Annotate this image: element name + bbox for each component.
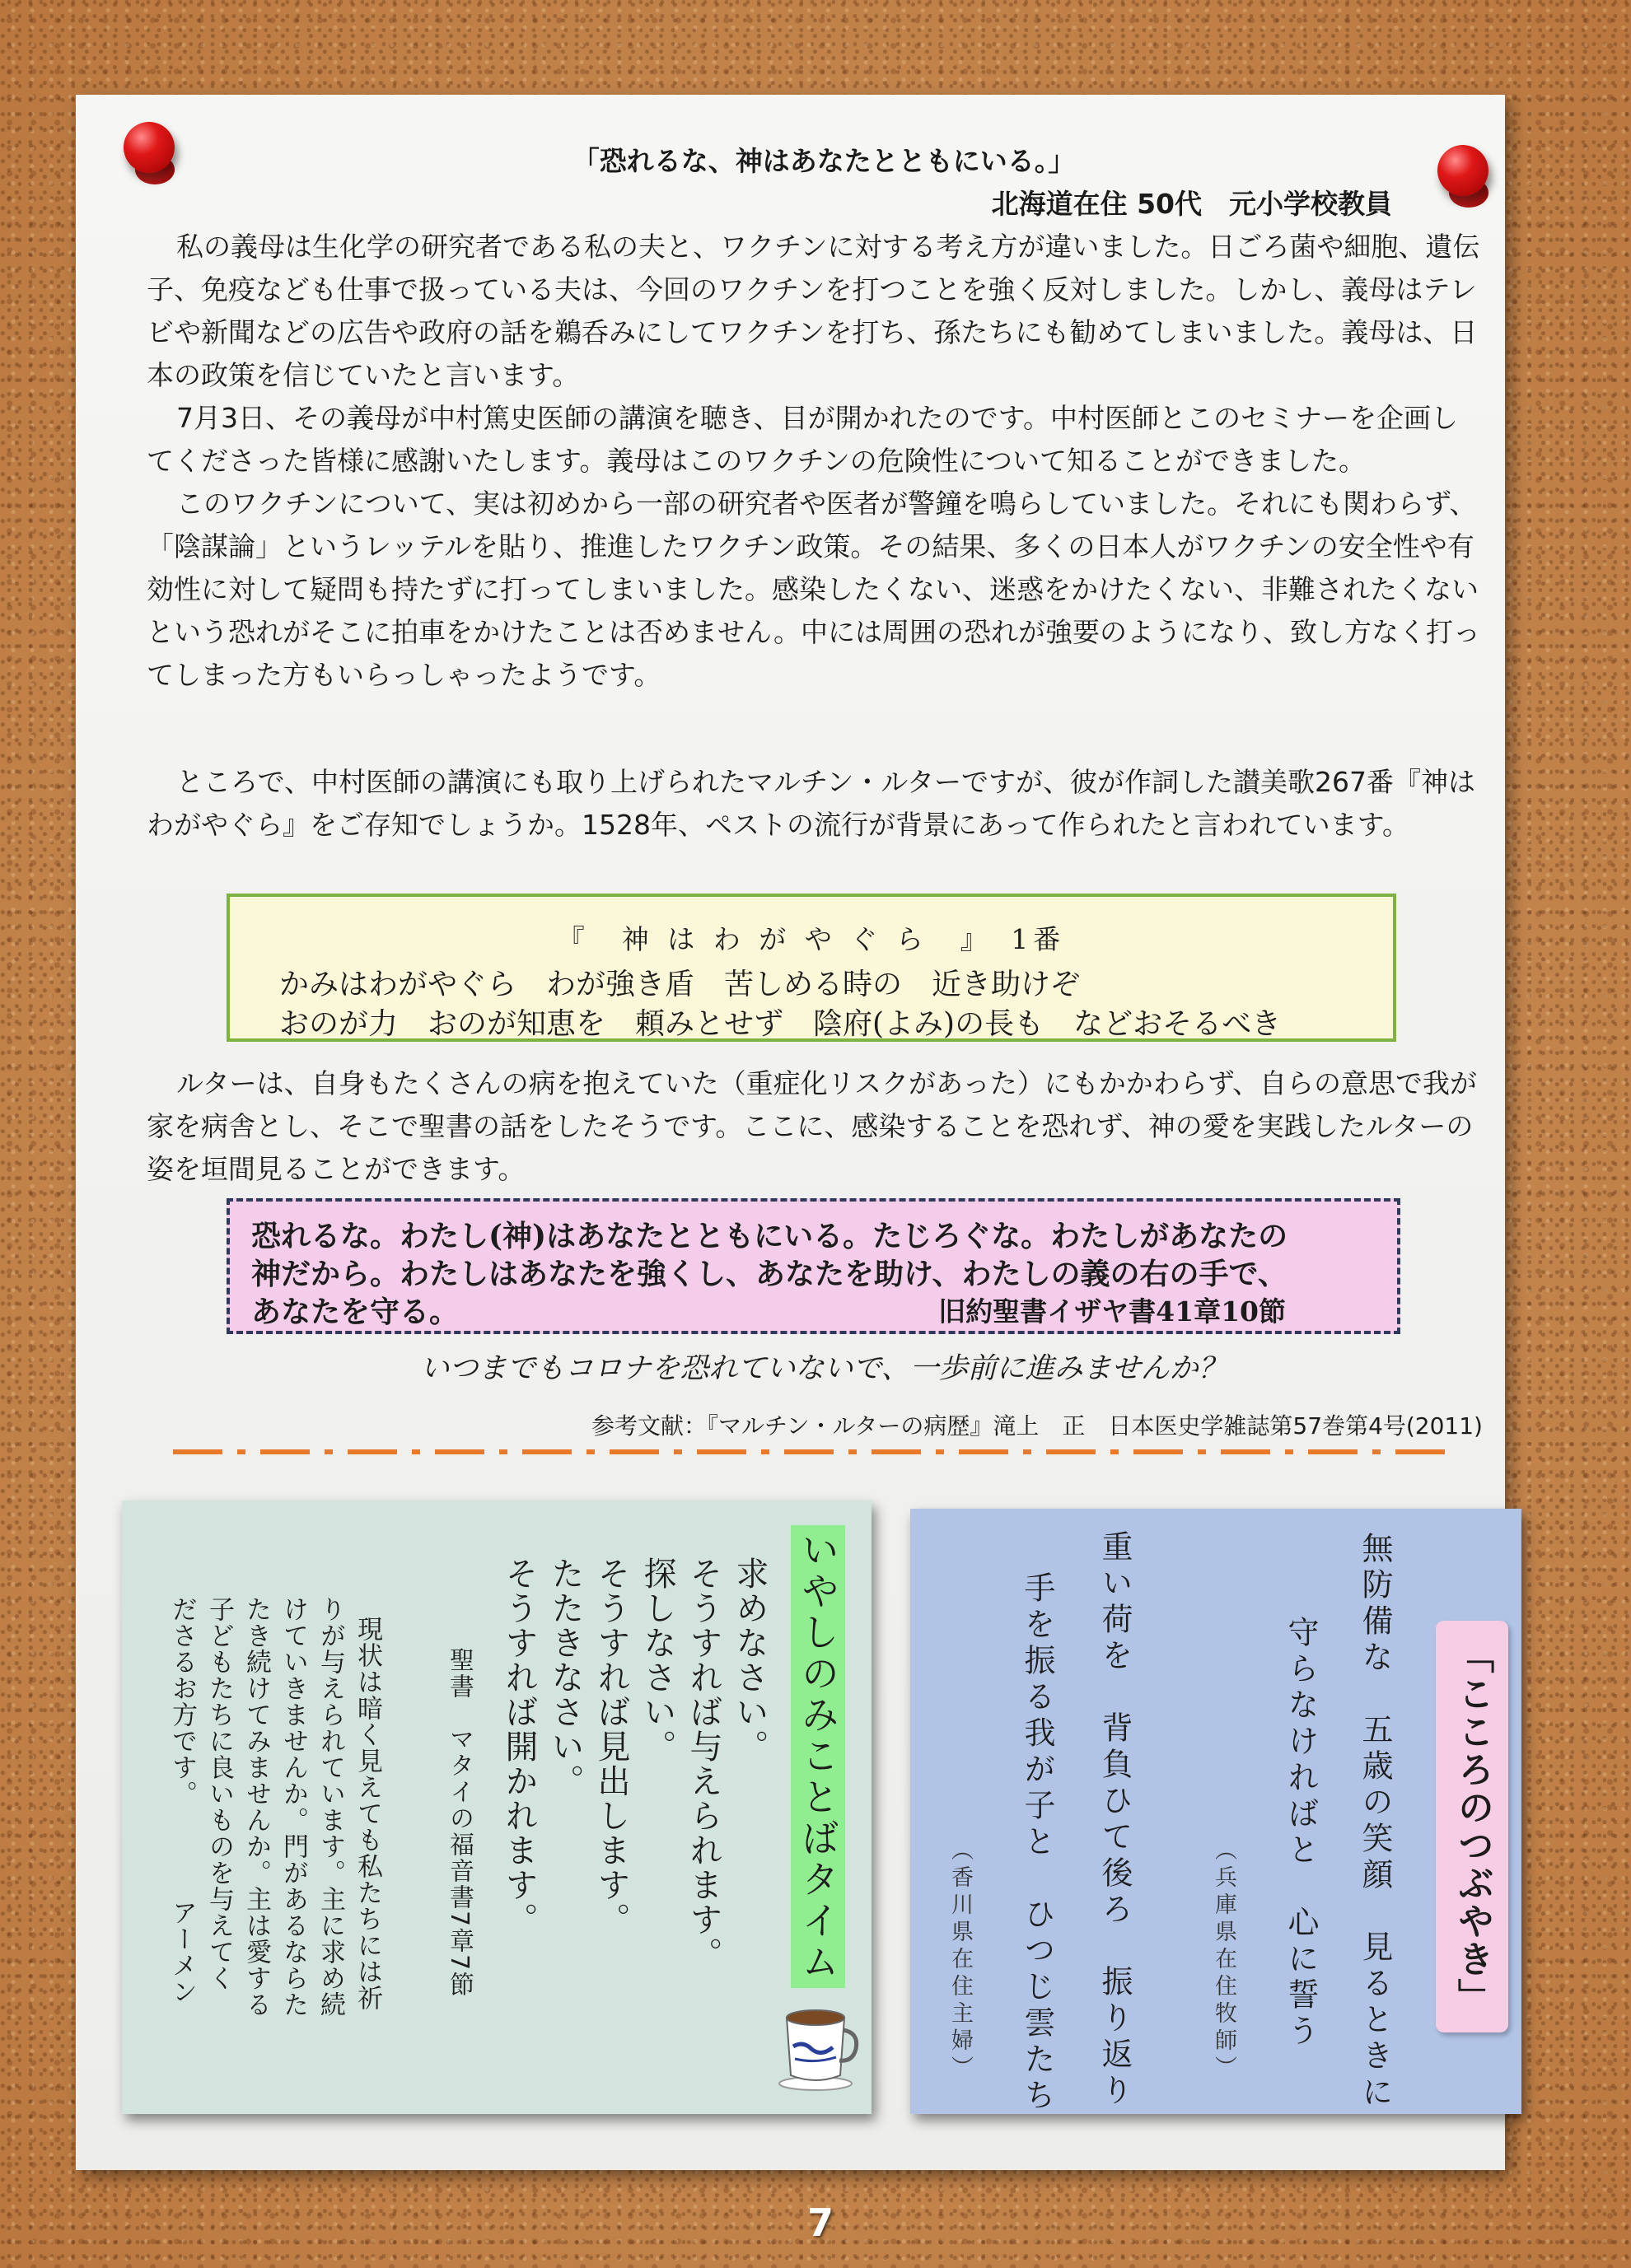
paragraph: ルターは、自身もたくさんの病を抱えていた（重症化リスクがあった）にもかかわらず、自らの意思で我が家を病舎とし、そこで聖書の話をしたそうです。ここに、感染することを恐れず、神の愛を実践したルターの姿を垣間見ることができます。	[147, 1067, 1478, 1185]
poem-line: 重い荷を 背負ひて後ろ 振り返り	[1096, 1530, 1133, 2110]
reference-citation: 参考文献：『マルチン・ルターの病歴』滝上 正 日本医史学雑誌第57巻第4号(2011)	[591, 1412, 1483, 1440]
iyashi-line: 求めなさい。	[731, 1556, 769, 1764]
tsubuyaki-title: 「こころのつぶやき」	[1436, 1621, 1508, 2032]
paragraph: ところで、中村医師の講演にも取り上げられたマルチン・ルターですが、彼が作詞した讃美歌267番『神はわがやぐら』をご存知でしょうか。1528年、ペストの流行が背景にあって作られたと言われています。	[147, 766, 1476, 841]
hymn-line: かみはわがやぐら わが強き盾 苦しめる時の 近き助けぞ	[279, 968, 1081, 1001]
poem-author: （兵庫県在住牧師）	[1211, 1838, 1236, 2083]
iyashi-title: いやしのみことばタイム	[791, 1525, 845, 1988]
paragraph: 私の義母は生化学の研究者である私の夫と、ワクチンに対する考え方が違いました。日ごろ菌や細胞、遺伝子、免疫なども仕事で扱っている夫は、今回のワクチンを打つことを強く反対しました。しかし、義母はテレビや新聞などの広告や政府の話を鵜呑みにしてワクチンを打ち、孫たちにも勧めてしまいました。義母は、日本の政策を信じていたと言います。	[147, 231, 1480, 391]
paragraph: 7月3日、その義母が中村篤史医師の講演を聴き、目が開かれたのです。中村医師とこのセミナーを企画してくださった皆様に感謝いたします。義母はこのワクチンの危険性について知ることができました。	[147, 402, 1459, 477]
article-title: 「恐れるな、神はあなたとともにいる。」	[572, 145, 1076, 177]
appeal-line: いつまでもコロナを恐れていないで、一歩前に進みませんか？	[420, 1352, 1227, 1385]
comment-line: けていきませんか。門があるならた	[278, 1596, 308, 2018]
verse-reference: 旧約聖書イザヤ書41章10節	[938, 1295, 1286, 1328]
iyashi-line: そうすれば与えられます。	[685, 1556, 722, 1972]
coffee-cup-icon	[778, 2001, 861, 2092]
paragraph: このワクチンについて、実は初めから一部の研究者や医者が警鐘を鳴らしていました。それにも関わらず、「陰謀論」というレッテルを貼り、推進したワクチン政策。その結果、多くの日本人がワクチンの安全性や有効性に対して疑問も持たずに打ってしまいました。感染したくない、迷惑をかけたくない、非難されたくないという恐れがそこに拍車をかけたことは否めません。中には周囲の恐れが強要のようになり、致し方なく打ってしまった方もいらっしゃったようです。	[147, 488, 1480, 691]
hymn-line: おのが力 おのが知恵を 頼みとせず 陰府(よみ)の長も などおそるべき	[279, 1007, 1282, 1041]
scripture-reference: 聖書 マタイの福音書7章7節	[445, 1647, 474, 1999]
article-body-3	[147, 1062, 1481, 1191]
poem-author: （香川県在住主婦）	[947, 1838, 973, 2083]
comment-line: 現状は暗く見えても私たちには祈	[353, 1616, 382, 2011]
iyashi-line: たたきなさい。	[546, 1556, 584, 1799]
poem-line: 手を振る我が子と ひつじ雲たち	[1019, 1571, 1055, 2115]
poem-line: 無防備な 五歳の笑顔 見るときに	[1357, 1532, 1393, 2112]
article-body-2	[147, 761, 1481, 847]
page-number: 7	[806, 2200, 834, 2245]
hymn-box	[227, 894, 1396, 1042]
verse-line: あなたを守る。	[251, 1295, 460, 1329]
article-author: 北海道在住 50代 元小学校教員	[991, 188, 1392, 220]
iyashi-line: 探しなさい。	[638, 1556, 676, 1764]
poem-line: 守らなければと 心に誓う	[1283, 1616, 1319, 2051]
comment-line: ださるお方です。 アーメン	[167, 1596, 197, 2005]
verse-line: 恐れるな。わたし(神)はあなたとともにいる。たじろぐな。わたしがあなたの	[251, 1219, 1288, 1253]
iyashi-line: そうすれば見出します。	[592, 1556, 630, 1937]
article-body-1	[147, 226, 1481, 697]
verse-line: 神だから。わたしはあなたを強くし、あなたを助け、わたしの義の右の手で、	[251, 1257, 1288, 1291]
bible-verse-box	[227, 1198, 1400, 1334]
comment-line: りが与えられています。主に求め続	[315, 1596, 345, 2018]
iyashi-line: そうすれば開かれます。	[500, 1556, 538, 1937]
comment-line: たき続けてみませんか。主は愛する	[241, 1596, 271, 2018]
hymn-title: 『 神 は わ が や ぐ ら 』 1番	[557, 923, 1066, 955]
dash-dot-divider	[173, 1448, 1458, 1456]
comment-line: 子どもたちに良いものを与えてく	[204, 1596, 234, 1991]
